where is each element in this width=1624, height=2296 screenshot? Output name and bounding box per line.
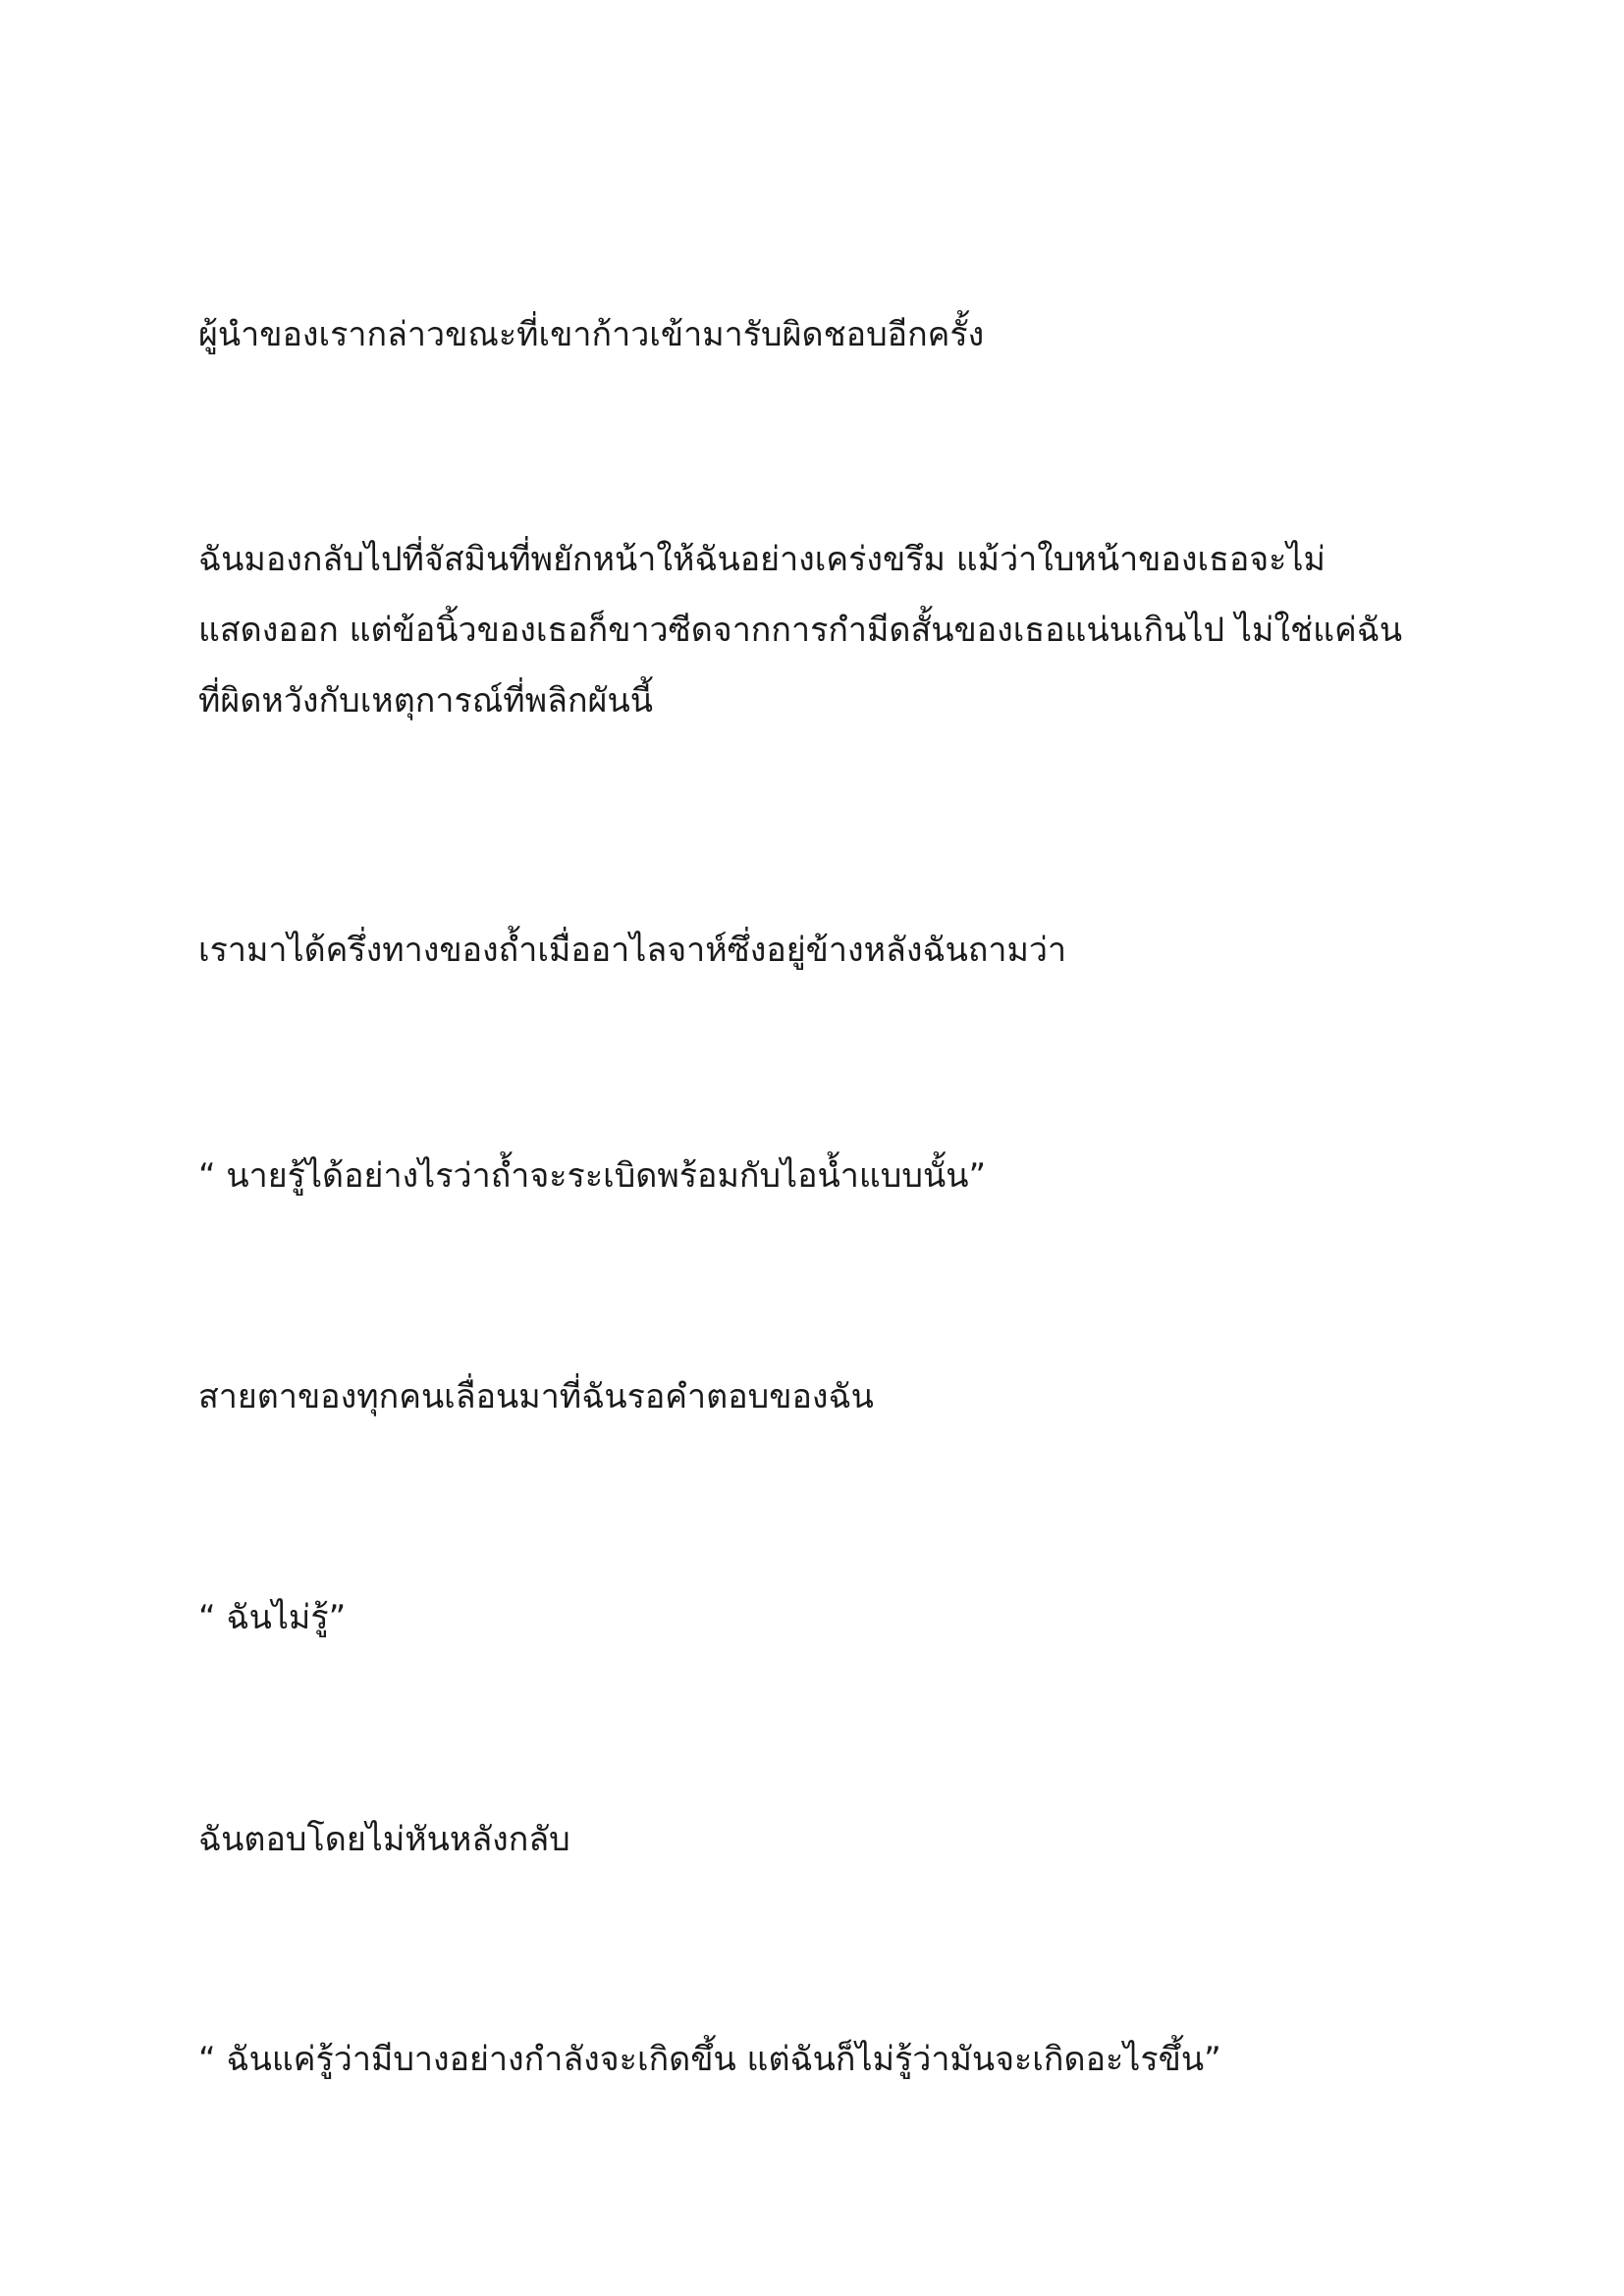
paragraph-answer-without-turning: ฉันตอบโดยไม่หันหลังกลับ [198, 1820, 570, 1859]
dialogue-how-did-you-know: “ นายรู้ได้อย่างไรว่าถ้ำจะระเบิดพร้อมกับไอน้ำแบบนั้น” [198, 1156, 987, 1196]
paragraph-jasmine-reaction: ฉันมองกลับไปที่จัสมินที่พยักหน้าให้ฉันอย่างเคร่งขรึม แม้ว่าใบหน้าของเธอจะไม่ แสดงออก แต่ข้อนิ้วของเธอก็ขาวซีดจากการกำมีดสั้นของเธอแน่นเกินไป ไม่ใช่แค่ฉัน ที่ผิดหวังกับเหตุการณ์ที่พลิกผันนี้ [198, 540, 1403, 721]
dialogue-i-dont-know: “ ฉันไม่รู้” [198, 1598, 347, 1637]
paragraph-everyone-looks: สายตาของทุกคนเลื่อนมาที่ฉันรอคำตอบของฉัน [198, 1377, 874, 1416]
dialogue-something-will-happen: “ ฉันแค่รู้ว่ามีบางอย่างกำลังจะเกิดขึ้น แต่ฉันก็ไม่รู้ว่ามันจะเกิดอะไรขึ้น” [198, 2040, 1221, 2079]
paragraph-leader-speaks: ผู้นำของเรากล่าวขณะที่เขาก้าวเข้ามารับผิดชอบอีกครั้ง [198, 315, 985, 354]
paragraph-cave-question: เรามาได้ครึ่งทางของถ้ำเมื่ออาไลจาห์ซึ่งอยู่ข้างหลังฉันถามว่า [198, 931, 1067, 970]
